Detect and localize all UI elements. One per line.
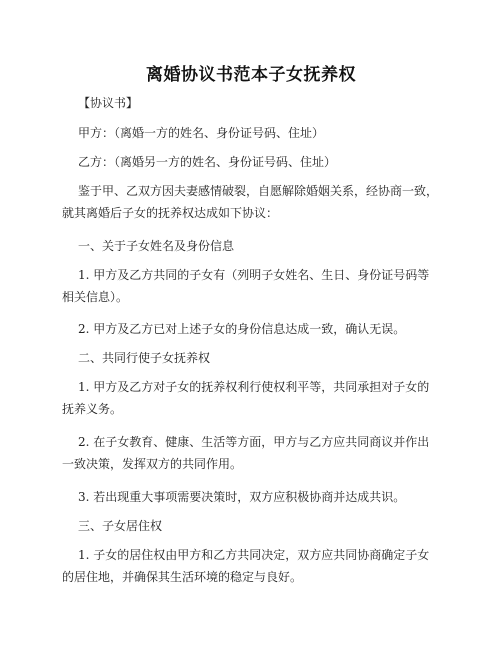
section1-item2: 2. 甲方及乙方已对上述子女的身份信息达成一致，确认无误。 [78, 322, 406, 336]
section3-heading: 三、子女居住权 [78, 519, 163, 533]
section2-heading: 二、共同行使子女抚养权 [78, 351, 211, 365]
intro-line-1: 鉴于甲、乙双方因夫妻感情破裂，自愿解除婚姻关系，经协商一致， [78, 184, 439, 198]
section1-item1-line-2: 相关信息）。 [62, 290, 129, 304]
section2-item1-line-2: 抚养义务。 [62, 402, 123, 416]
section2-item1 [62, 376, 447, 420]
section2-item2-line-1: 2. 在子女教育、健康、生活等方面，甲方与乙方应共同商议并作出 [78, 435, 430, 449]
intro-paragraph [62, 180, 447, 224]
section3-item1-line-1: 1. 子女的居住权由甲方和乙方共同决定，双方应共同协商确定子女 [78, 548, 430, 562]
section3-item1-line-2: 的居住地，并确保其生活环境的稳定与良好。 [62, 570, 303, 584]
section3-item1 [62, 544, 447, 588]
section2-item2 [62, 431, 447, 475]
party-b-line: 乙方：（离婚另一方的姓名、身份证号码、住址） [78, 155, 337, 169]
section1-item1 [62, 264, 447, 308]
document-title: 离婚协议书范本子女抚养权 [146, 65, 356, 85]
party-a-line: 甲方：（离婚一方的姓名、身份证号码、住址） [78, 126, 325, 140]
section1-heading: 一、关于子女姓名及身份信息 [78, 239, 235, 253]
section2-item2-line-2: 一致决策，发挥双方的共同作用。 [62, 457, 243, 471]
agreement-tag: 【协议书】 [78, 96, 139, 110]
section1-item1-line-1: 1. 甲方及乙方共同的子女有（列明子女姓名、生日、身份证号码等 [78, 268, 430, 282]
section2-item3: 3. 若出现重大事项需要决策时，双方应积极协商并达成共识。 [78, 490, 406, 504]
intro-line-2: 就其离婚后子女的抚养权达成如下协议： [62, 206, 279, 220]
section2-item1-line-1: 1. 甲方及乙方对子女的抚养权利行使权利平等，共同承担对子女的 [78, 380, 430, 394]
